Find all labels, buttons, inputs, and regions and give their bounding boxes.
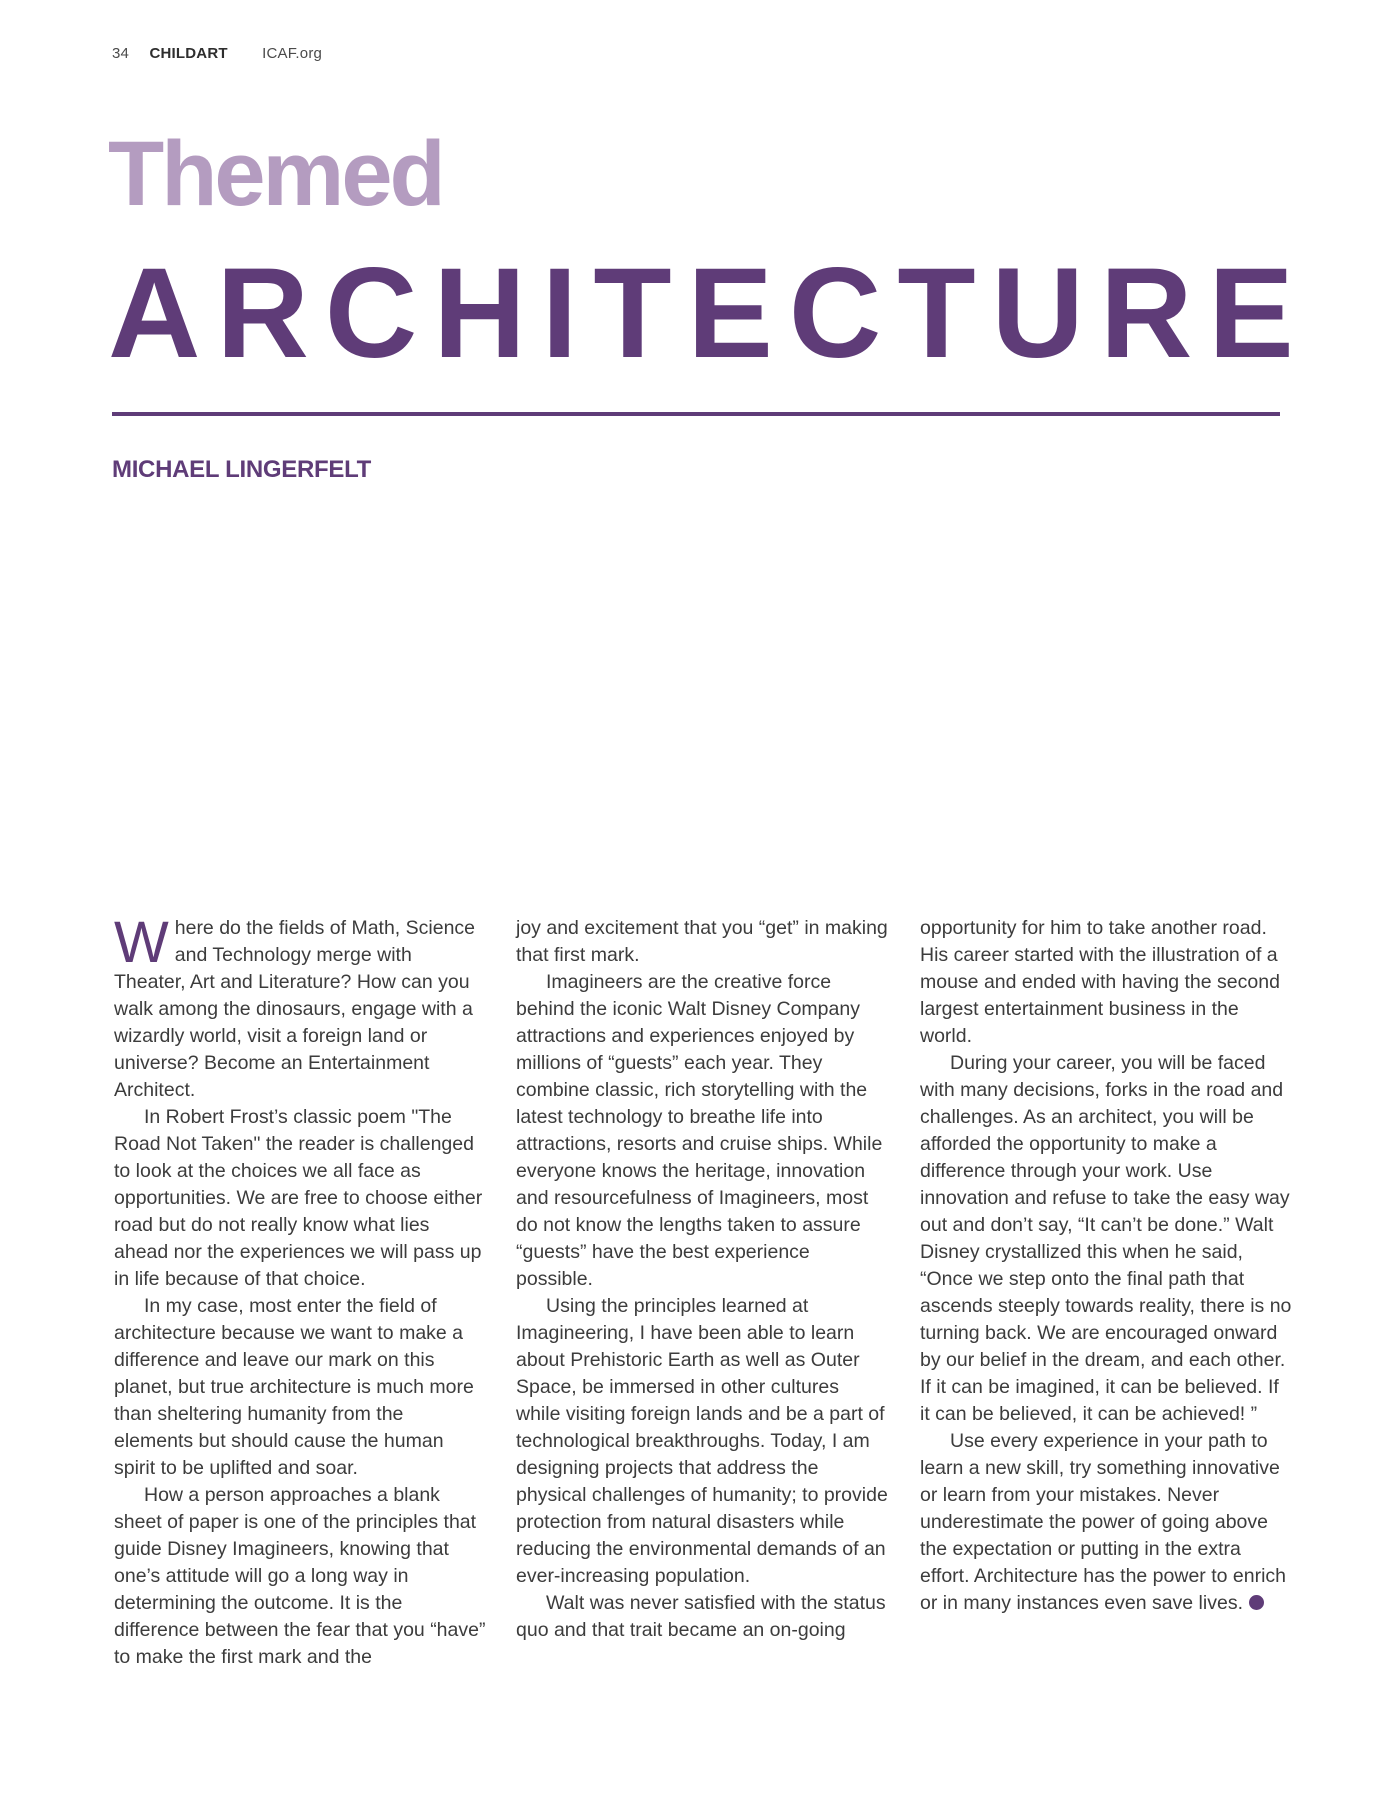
end-of-article-icon [1249, 1595, 1264, 1610]
section-name: CHILDART [149, 45, 228, 62]
paragraph: During your career, you will be faced with many decisions, forks in the road and challenges. As an architect, you will be afforded the opportunity to make a difference through your work. Use innovation and refuse to take the easy way out and don’t say, “It can’t be done.” Walt Disney crystallized this when he said, “Once we step onto the final path that ascends steeply towards reality, there is no turning back. We are encouraged onward by our belief in the dream, and each other. If it can be imagined, it can be believed. If it can be believed, it can be achieved! ” [920, 1052, 1292, 1425]
paragraph-text: Use every experience in your path to learn a new skill, try something innovative or learn from your mistakes. Never underestimate the power of going above the expectation or putting in the extra effort. Architecture has the power to enrich or in many instances even save lives. [920, 1430, 1287, 1614]
site-url: ICAF.org [262, 45, 323, 62]
article-column-1 [114, 910, 486, 1671]
page-number: 34 [112, 45, 130, 62]
title-line-themed: Themed [108, 123, 443, 225]
title-line-architecture: ARCHITECTURE [108, 242, 1310, 385]
running-head [112, 45, 322, 62]
paragraph: Imagineers are the creative force behind the iconic Walt Disney Company attractions and experiences enjoyed by millions of “guests” each year. They combine classic, rich storytelling with the latest technology to breathe life into attractions, resorts and cruise ships. While everyone knows the heritage, innovation and resourcefulness of Imagineers, most do not know the lengths taken to assure “guests” have the best experience possible. [516, 971, 883, 1290]
title-divider [112, 412, 1280, 416]
drop-cap: W [114, 910, 169, 975]
article-column-2 [516, 915, 888, 1644]
paragraph [114, 910, 486, 1104]
paragraph: How a person approaches a blank sheet of paper is one of the principles that guide Disney Imagineers, knowing that one’s attitude will go a long way in determining the outcome. It is the difference between the fear that you “have” to make the first mark and the [114, 1484, 486, 1668]
paragraph: In Robert Frost’s classic poem "The Road Not Taken" the reader is challenged to look at the choices we all face as opportunities. We are free to choose either road but do not really know what lies ahead nor the experiences we will pass up in life because of that choice. [114, 1106, 483, 1290]
paragraph: Walt was never satisfied with the status quo and that trait became an on-going [516, 1592, 886, 1641]
paragraph: Using the principles learned at Imagineering, I have been able to learn about Prehistoric Earth as well as Outer Space, be immersed in other cultures while visiting foreign lands and be a part of technological breakthroughs. Today, I am designing projects that address the physical challenges of humanity; to provide protection from natural disasters while reducing the environmental demands of an ever-increasing population. [516, 1295, 888, 1587]
paragraph: In my case, most enter the field of architecture because we want to make a difference and leave our mark on this planet, but true architecture is much more than sheltering humanity from the elements but should cause the human spirit to be uplifted and soar. [114, 1295, 474, 1479]
paragraph-text: here do the fields of Math, Science and Technology merge with Theater, Art and Literature? How can you walk among the dinosaurs, engage with a wizardly world, visit a foreign land or universe? Become an Entertainment Architect. [114, 917, 476, 1101]
paragraph [920, 1428, 1292, 1617]
article-column-3 [920, 915, 1292, 1617]
paragraph-continued: opportunity for him to take another road. His career started with the illustration of a mouse and ended with having the second largest entertainment business in the world. [920, 917, 1280, 1047]
paragraph-continued: joy and excitement that you “get” in making that first mark. [516, 917, 888, 966]
author-byline: MICHAEL LINGERFELT [112, 456, 372, 483]
